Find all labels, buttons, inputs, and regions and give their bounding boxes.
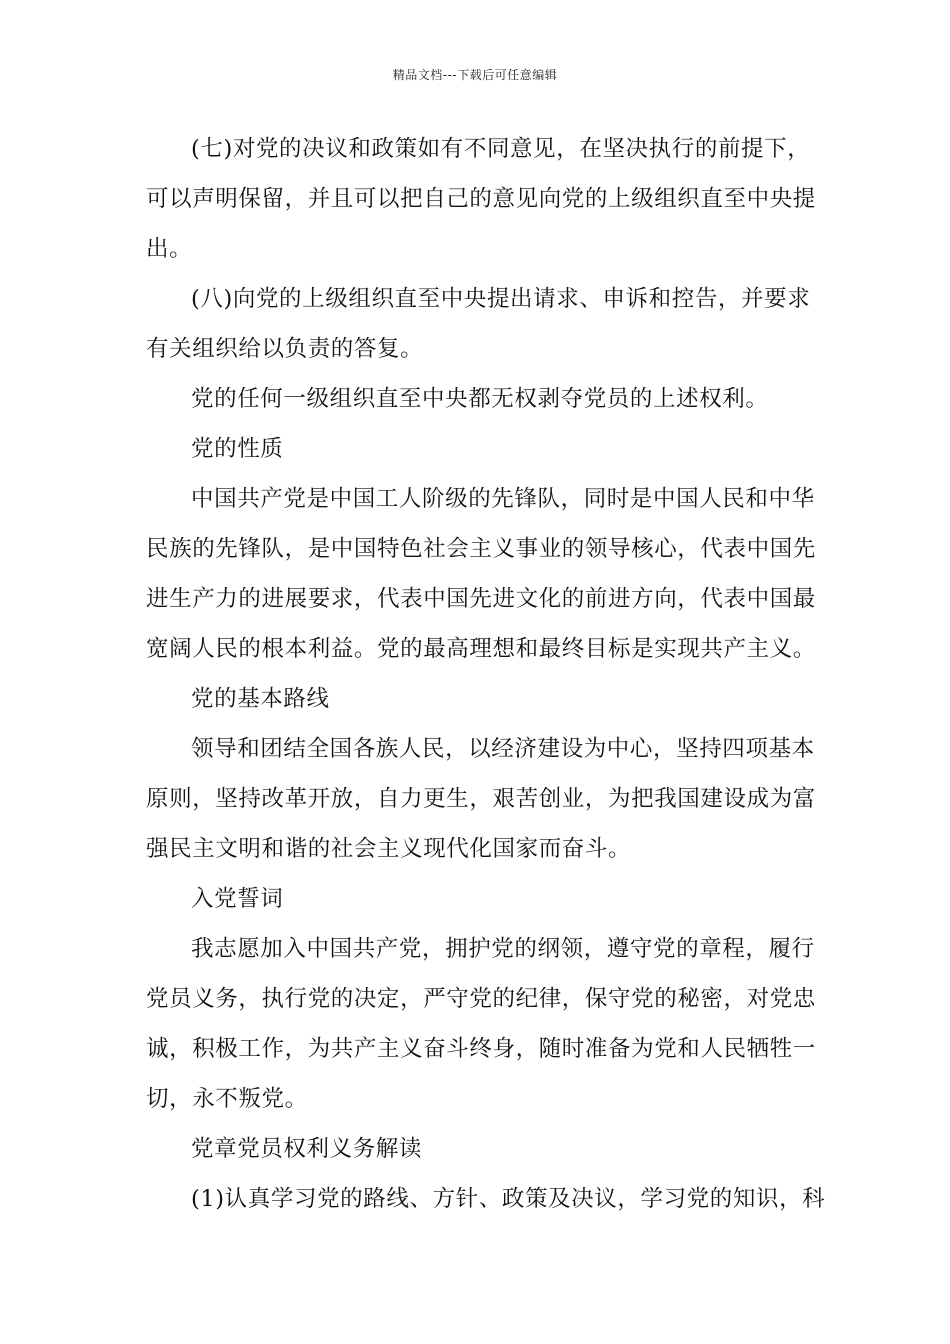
document-body bbox=[146, 124, 826, 1224]
section-heading-basic-line: 党的基本路线 bbox=[191, 686, 330, 712]
section-heading-oath: 入党誓词 bbox=[191, 886, 284, 912]
text-line: 民族的先锋队，是中国特色社会主义事业的领导核心，代表中国先 bbox=[146, 536, 816, 562]
text-line: 出。 bbox=[146, 236, 193, 262]
text-line: (1)认真学习党的路线、方针、政策及决议，学习党的知识，科 bbox=[191, 1186, 826, 1212]
text-line: 党的任何一级组织直至中央都无权剥夺党员的上述权利。 bbox=[191, 386, 769, 412]
paragraph-rights-7 bbox=[146, 124, 816, 274]
text-line: 宽阔人民的根本利益。党的最高理想和最终目标是实现共产主义。 bbox=[146, 636, 816, 662]
text-line: 党员义务，执行党的决定，严守党的纪律，保守党的秘密，对党忠 bbox=[146, 986, 816, 1012]
text-line: 领导和团结全国各族人民，以经济建设为中心，坚持四项基本 bbox=[191, 736, 815, 762]
text-line: 中国共产党是中国工人阶级的先锋队，同时是中国人民和中华 bbox=[191, 486, 815, 512]
paragraph-basic-line bbox=[146, 724, 816, 874]
text-line: 可以声明保留，并且可以把自己的意见向党的上级组织直至中央提 bbox=[146, 186, 816, 212]
text-line: 有关组织给以负责的答复。 bbox=[146, 336, 424, 362]
paragraph-rights-protection bbox=[146, 374, 810, 424]
text-line: 进生产力的进展要求，代表中国先进文化的前进方向，代表中国最 bbox=[146, 586, 816, 612]
text-line: 原则，坚持改革开放，自力更生，艰苦创业，为把我国建设成为富 bbox=[146, 786, 816, 812]
text-line: (八)向党的上级组织直至中央提出请求、申诉和控告，并要求 bbox=[191, 286, 811, 312]
section-heading-party-nature: 党的性质 bbox=[191, 436, 284, 462]
page-header: 精品文档---下载后可任意编辑 bbox=[392, 68, 558, 82]
paragraph-oath bbox=[146, 924, 816, 1124]
text-line: 诚，积极工作，为共产主义奋斗终身，随时准备为党和人民牺牲一 bbox=[146, 1036, 816, 1062]
text-line: 我志愿加入中国共产党，拥护党的纲领，遵守党的章程，履行 bbox=[191, 936, 815, 962]
text-line: (七)对党的决议和政策如有不同意见，在坚决执行的前提下， bbox=[191, 136, 811, 162]
paragraph-rights-8 bbox=[146, 274, 810, 374]
paragraph-duty-1 bbox=[146, 1174, 826, 1224]
text-line: 强民主文明和谐的社会主义现代化国家而奋斗。 bbox=[146, 836, 632, 862]
text-line: 切，永不叛党。 bbox=[146, 1086, 308, 1112]
paragraph-party-nature bbox=[146, 474, 816, 674]
section-heading-rights-duties: 党章党员权利义务解读 bbox=[191, 1136, 423, 1162]
